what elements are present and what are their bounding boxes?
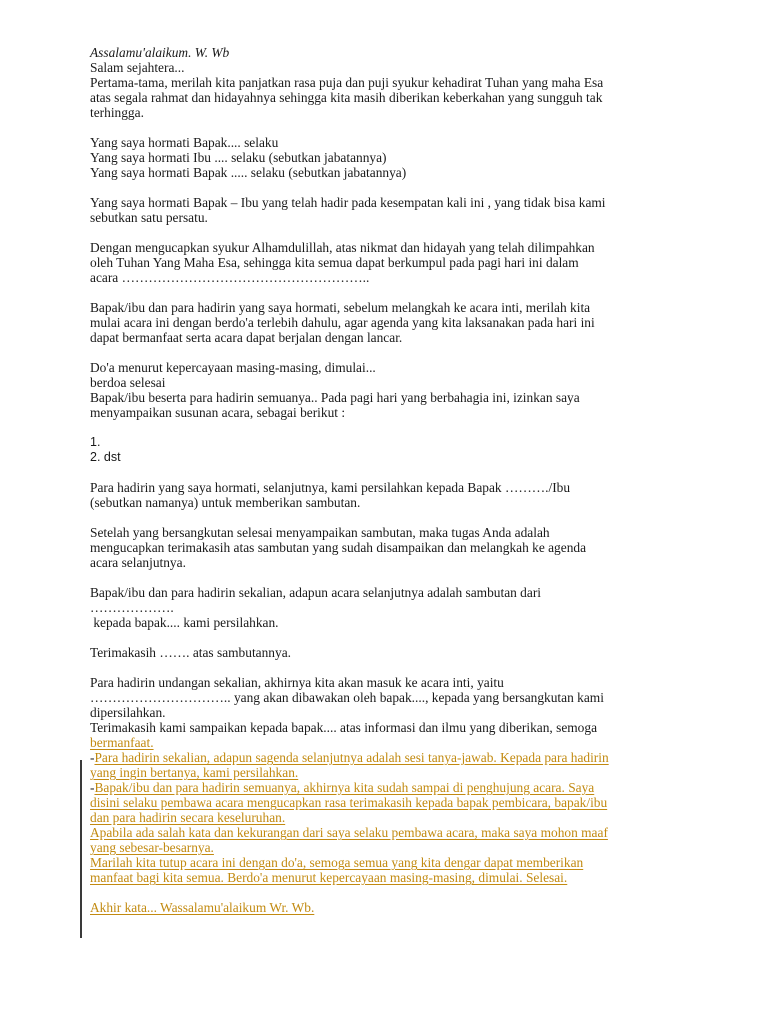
honored-line-1: Yang saya hormati Bapak.... selaku (90, 135, 279, 150)
dash-marker: - (90, 750, 95, 765)
tracked-line-8: yang sebesar-besarnya. (90, 840, 214, 855)
dash-marker: - (90, 780, 95, 795)
prayer-line-3: Bapak/ibu beserta para hadirin semuanya.. Pada pagi hari yang berbahagia ini, izinkan saya (90, 390, 580, 405)
after-speech-line-2: mengucapkan terimakasih atas sambutan yang sudah disampaikan dan melangkah ke agenda (90, 540, 587, 555)
after-speech-line-1: Setelah yang bersangkutan selesai menyampaikan sambutan, maka tugas Anda adalah (90, 525, 550, 540)
invite-speaker-line-1: Para hadirin yang saya hormati, selanjutnya, kami persilahkan kepada Bapak ………./Ibu (90, 480, 571, 495)
tracked-line-10: manfaat bagi kita semua. Berdo'a menurut kepercayaan masing-masing, dimulai. Selesai. (90, 870, 568, 885)
spacer (90, 570, 690, 585)
tracked-line-6: dan para hadirin secara keseluruhan. (90, 810, 286, 825)
agenda-item-1: 1. (90, 435, 101, 449)
gratitude-line-1: Dengan mengucapkan syukur Alhamdulillah, atas nikmat dan hidayah yang telah dilimpahkan (90, 240, 595, 255)
tracked-line-2-wrapper (90, 750, 690, 765)
next-speech-line-1: Bapak/ibu dan para hadirin sekalian, adapun acara selanjutnya adalah sambutan dari (90, 585, 542, 600)
spacer (90, 660, 690, 675)
spacer (90, 630, 690, 645)
prayer-line-2: berdoa selesai (90, 375, 166, 390)
tracked-line-3: yang ingin bertanya, kami persilahkan. (90, 765, 299, 780)
agenda-item-2: 2. dst (90, 450, 121, 464)
spacer (90, 120, 690, 135)
after-speech-line-3: acara selanjutnya. (90, 555, 186, 570)
spacer (90, 465, 690, 480)
opening-line-3: terhingga. (90, 105, 144, 120)
greeting: Assalamu'alaikum. W. Wb (90, 45, 230, 60)
opening-line-1: Pertama-tama, merilah kita panjatkan rasa puja dan puji syukur kehadirat Tuhan yang maha Esa (90, 75, 604, 90)
main-event-line-1: Para hadirin undangan sekalian, akhirnya kita akan masuk ke acara inti, yaitu (90, 675, 504, 690)
gratitude-line-2: oleh Tuhan Yang Maha Esa, sehingga kita semua dapat berkumpul pada pagi hari ini dalam (90, 255, 579, 270)
opening-line-2: atas segala rahmat dan hidayahnya sehingga kita masih diberikan keberkahan yang sungguh tak (90, 90, 603, 105)
spacer (90, 285, 690, 300)
spacer (90, 345, 690, 360)
spacer (90, 180, 690, 195)
main-event-line-3: dipersilahkan. (90, 705, 166, 720)
thanks-info-line: Terimakasih kami sampaikan kepada bapak.... atas informasi dan ilmu yang diberikan, semoga (90, 720, 598, 735)
honored-all-line-2: sebutkan satu persatu. (90, 210, 208, 225)
prayer-line-1: Do'a menurut kepercayaan masing-masing, dimulai... (90, 360, 376, 375)
next-speech-line-2: ………………. (90, 600, 174, 615)
prayer-intro-line-1: Bapak/ibu dan para hadirin yang saya hormati, sebelum melangkah ke acara inti, merilah kita (90, 300, 591, 315)
tracked-line-7: Apabila ada salah kata dan kekurangan dari saya selaku pembawa acara, maka saya mohon maaf (90, 825, 608, 840)
change-bar (80, 760, 82, 938)
closing-line: Akhir kata... Wassalamu'alaikum Wr. Wb. (90, 900, 315, 915)
main-event-line-2: ………………………….. yang akan dibawakan oleh bapak...., kepada yang bersangkutan kami (90, 690, 604, 705)
tracked-line-2: Para hadirin sekalian, adapun sagenda selanjutnya adalah sesi tanya-jawab. Kepada para hadirin (94, 750, 609, 765)
spacer (90, 420, 690, 435)
tracked-line-5: disini selaku pembawa acara mengucapkan rasa terimakasih kepada bapak pembicara, bapak/ibu (90, 795, 608, 810)
tracked-line-4-wrapper (90, 780, 690, 795)
prayer-intro-line-3: dapat bermanfaat serta acara dapat berjalan dengan lancar. (90, 330, 403, 345)
gratitude-line-3: acara ……………………………………………….. (90, 270, 370, 285)
spacer (90, 225, 690, 240)
prayer-line-4: menyampaikan susunan acara, sebagai berikut : (90, 405, 346, 420)
next-speech-line-3: kepada bapak.... kami persilahkan. (90, 615, 279, 630)
prayer-intro-line-2: mulai acara ini dengan berdo'a terlebih dahulu, agar agenda yang kita laksanakan pada hari ini (90, 315, 595, 330)
tracked-line-1: bermanfaat. (90, 735, 154, 750)
tracked-line-9: Marilah kita tutup acara ini dengan do'a, semoga semua yang kita dengar dapat memberikan (90, 855, 584, 870)
tracked-line-4: Bapak/ibu dan para hadirin semuanya, akhirnya kita sudah sampai di penghujung acara. Saya (94, 780, 595, 795)
invite-speaker-line-2: (sebutkan namanya) untuk memberikan sambutan. (90, 495, 361, 510)
honored-line-2: Yang saya hormati Ibu .... selaku (sebutkan jabatannya) (90, 150, 387, 165)
thanks-speech-line: Terimakasih ……. atas sambutannya. (90, 645, 291, 660)
document-page (90, 45, 690, 915)
spacer (90, 510, 690, 525)
salam-line: Salam sejahtera... (90, 60, 185, 75)
spacer (90, 885, 690, 900)
honored-all-line-1: Yang saya hormati Bapak – Ibu yang telah hadir pada kesempatan kali ini , yang tidak bisa kami (90, 195, 606, 210)
honored-line-3: Yang saya hormati Bapak ..... selaku (sebutkan jabatannya) (90, 165, 407, 180)
